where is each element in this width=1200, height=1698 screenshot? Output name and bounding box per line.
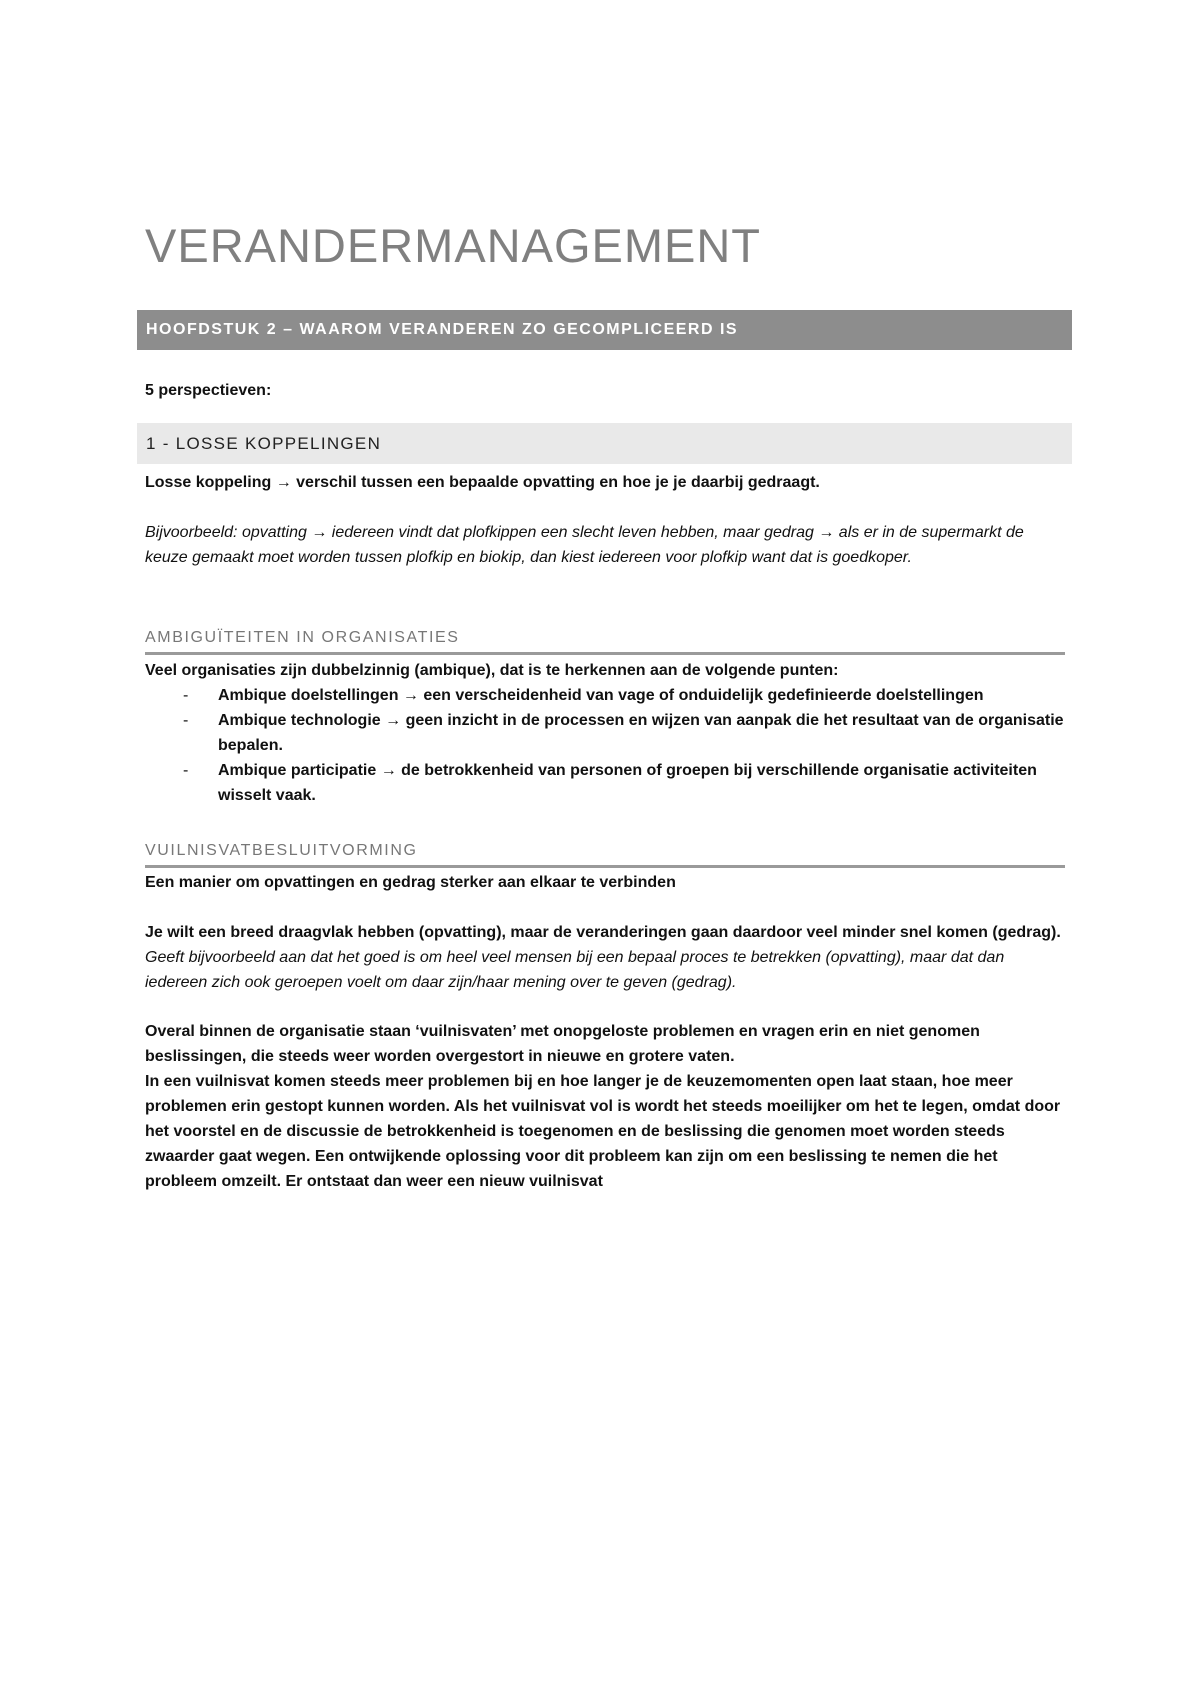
arrow-icon: → bbox=[385, 712, 402, 729]
garbage-can-paragraph-4: In een vuilnisvat komen steeds meer problemen bij en hoe langer je de keuzemomenten open laat staan, hoe meer problemen erin gestopt kunnen worden. Als het vuilnisvat vol is wordt het steeds moeilijker om het te legen, omdat door het voorstel en de discussie de betrokkenheid is toegenomen en de beslissing die genomen moet worden steeds zwaarder gaat wegen. Een ontwijkende oplossing voor dit probleem kan zijn om een beslissing te nemen die het probleem omzeilt. Er ontstaat dan weer een nieuw vuilnisvat bbox=[145, 1073, 1061, 1190]
example-part-1: Bijvoorbeeld: opvatting bbox=[145, 524, 312, 541]
definition-term: Losse koppeling bbox=[145, 474, 272, 491]
subheading-ambiguities: AMBIGUÏTEITEN IN ORGANISATIES bbox=[145, 628, 1065, 655]
garbage-can-paragraph-3: Overal binnen de organisatie staan ‘vuilnisvaten’ met onopgeloste problemen en vragen erin en niet genomen beslissingen, die steeds weer worden overgestort in nieuwe en grotere vaten. bbox=[145, 1023, 980, 1065]
arrow-icon: → bbox=[402, 687, 419, 704]
example-part-2: iedereen vindt dat plofkippen een slecht leven hebben, maar gedrag bbox=[327, 524, 819, 541]
list-item-text: geen inzicht in de processen en wijzen van aanpak die het resultaat van de organisatie bepalen. bbox=[218, 712, 1064, 754]
definition-paragraph bbox=[145, 470, 1070, 495]
paragraph-2-italic: Geeft bijvoorbeeld aan dat het goed is om heel veel mensen bij een bepaal proces te betrekken (opvatting), maar dat dan iedereen zich ook geroepen voelt om daar zijn/haar mening over te geven (gedrag). bbox=[145, 949, 1005, 991]
ambiguities-intro: Veel organisaties zijn dubbelzinnig (ambique), dat is te herkennen aan de volgende punten: bbox=[145, 662, 839, 679]
list-item-term: Ambique doelstellingen bbox=[218, 687, 399, 704]
bullet-dash: - bbox=[183, 712, 189, 729]
list-item-term: Ambique participatie bbox=[218, 762, 377, 779]
list-item bbox=[145, 683, 1070, 708]
example-paragraph bbox=[145, 520, 1070, 570]
list-item-text: een verscheidenheid van vage of onduidelijk gedefinieerde doelstellingen bbox=[418, 687, 984, 704]
example-part-3: als er in de supermarkt de keuze gemaakt moet worden tussen plofkip en biokip, dan kiest iedereen voor plofkip want dat is goedkoper. bbox=[145, 524, 1024, 566]
subheading-garbage-can: VUILNISVATBESLUITVORMING bbox=[145, 841, 1065, 868]
chapter-heading: HOOFDSTUK 2 – WAAROM VERANDEREN ZO GECOMPLICEERD IS bbox=[146, 321, 739, 338]
list-item-term: Ambique technologie bbox=[218, 712, 381, 729]
arrow-icon: → bbox=[275, 474, 292, 491]
section-heading-bar bbox=[137, 423, 1072, 464]
section-heading-losse-koppelingen: 1 - LOSSE KOPPELINGEN bbox=[146, 433, 382, 453]
arrow-icon: → bbox=[818, 524, 835, 541]
arrow-icon: → bbox=[311, 524, 328, 541]
list-item bbox=[145, 708, 1070, 758]
ambiguities-list bbox=[145, 683, 1070, 808]
arrow-icon: → bbox=[380, 762, 397, 779]
bullet-dash: - bbox=[183, 762, 189, 779]
definition-text: verschil tussen een bepaalde opvatting en hoe je je daarbij gedraagt. bbox=[291, 474, 820, 491]
paragraph-2-bold: Je wilt een breed draagvlak hebben (opvatting), maar de veranderingen gaan daardoor veel minder snel komen (gedrag). bbox=[145, 924, 1061, 941]
garbage-can-paragraph-2 bbox=[145, 920, 1070, 995]
list-item bbox=[145, 758, 1070, 808]
garbage-can-line-1: Een manier om opvattingen en gedrag sterker aan elkaar te verbinden bbox=[145, 874, 676, 891]
intro-line: 5 perspectieven: bbox=[145, 382, 272, 399]
bullet-dash: - bbox=[183, 687, 189, 704]
chapter-heading-bar bbox=[137, 310, 1072, 350]
list-item-text: de betrokkenheid van personen of groepen bij verschillende organisatie activiteiten wisselt vaak. bbox=[218, 762, 1037, 804]
document-title: VERANDERMANAGEMENT bbox=[145, 219, 762, 272]
